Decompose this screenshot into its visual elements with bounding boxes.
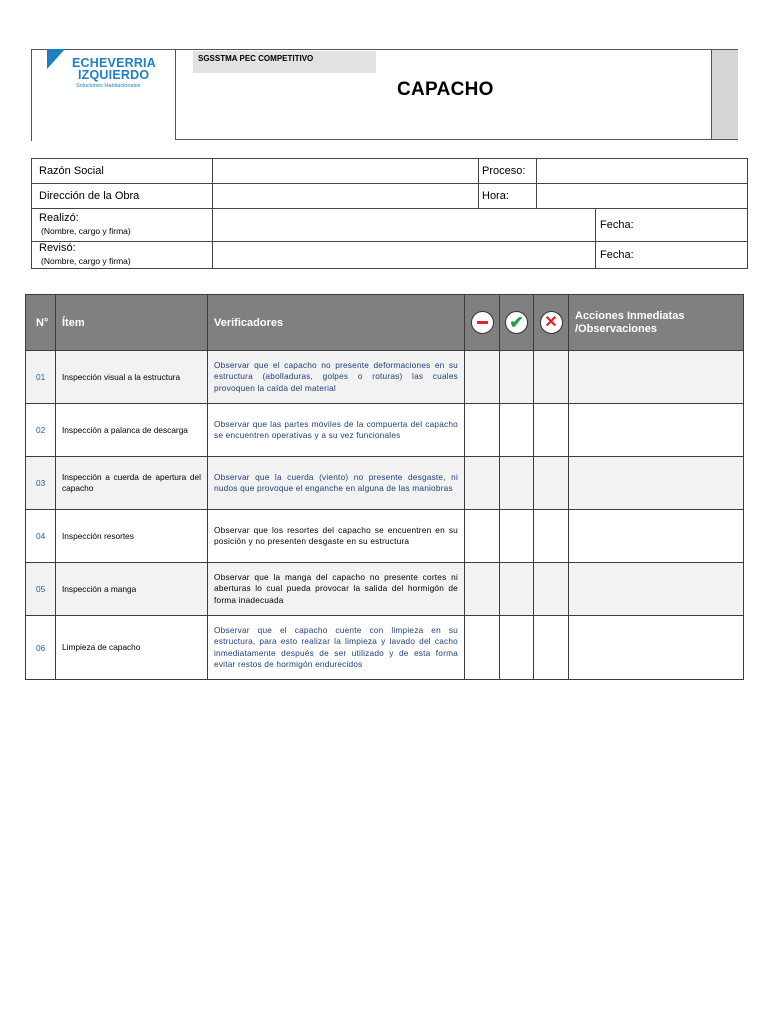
- reviso-label: Revisó:: [39, 242, 76, 254]
- page-title: CAPACHO: [397, 79, 494, 100]
- table-row: [26, 616, 744, 680]
- table-row: [26, 351, 744, 404]
- logo-line1: ECHEVERRIA: [72, 56, 156, 70]
- hora-label: Hora:: [482, 190, 509, 202]
- reviso-sublabel: (Nombre, cargo y firma): [41, 256, 131, 266]
- cell-bad[interactable]: [534, 510, 569, 563]
- cell-ok[interactable]: [500, 510, 534, 563]
- row-number: 01: [26, 351, 56, 404]
- realizo-sublabel: (Nombre, cargo y firma): [41, 226, 131, 236]
- logo-line2: IZQUIERDO: [78, 68, 150, 82]
- cell-ok[interactable]: [500, 404, 534, 457]
- cell-na[interactable]: [465, 563, 500, 616]
- cell-observaciones[interactable]: [569, 510, 744, 563]
- acciones-line1: Acciones Inmediatas: [575, 309, 685, 322]
- col-header-verificadores: Verificadores: [208, 295, 465, 351]
- table-row: [26, 457, 744, 510]
- col-header-bad: [534, 295, 569, 351]
- cell-ok[interactable]: [500, 563, 534, 616]
- row-number: 05: [26, 563, 56, 616]
- fecha-realizo-label: Fecha:: [600, 219, 634, 231]
- direccion-label: Dirección de la Obra: [39, 190, 140, 202]
- check-icon: ✔: [505, 311, 528, 334]
- row-item: Inspección a palanca de descarga: [56, 404, 208, 457]
- cell-observaciones[interactable]: [569, 404, 744, 457]
- minus-icon: [471, 311, 494, 334]
- razon-social-label: Razón Social: [39, 165, 104, 177]
- row-number: 04: [26, 510, 56, 563]
- col-header-no: N°: [26, 295, 56, 351]
- cell-na[interactable]: [465, 616, 500, 680]
- row-verificador: Observar que el capacho cuente con limpieza en su estructura, para esto realizar la limpieza y lavado del cacho inmediatamente después de ser utilizado y de esta forma evitar restos de hormigón endurecidos: [208, 616, 465, 680]
- x-icon: ✕: [540, 311, 563, 334]
- company-logo: [47, 49, 157, 99]
- col-header-item: Ítem: [56, 295, 208, 351]
- cell-na[interactable]: [465, 351, 500, 404]
- cell-bad[interactable]: [534, 351, 569, 404]
- cell-na[interactable]: [465, 457, 500, 510]
- cell-observaciones[interactable]: [569, 563, 744, 616]
- col-header-ok: [500, 295, 534, 351]
- row-number: 06: [26, 616, 56, 680]
- cell-bad[interactable]: [534, 616, 569, 680]
- row-number: 02: [26, 404, 56, 457]
- cell-observaciones[interactable]: [569, 616, 744, 680]
- cell-na[interactable]: [465, 404, 500, 457]
- row-item: Inspección a cuerda de apertura del capacho: [56, 457, 208, 510]
- system-label: SGSSTMA PEC COMPETITIVO: [198, 54, 314, 63]
- cell-ok[interactable]: [500, 616, 534, 680]
- row-verificador: Observar que las partes móviles de la compuerta del capacho se encuentren operativas y a su vez funcionales: [208, 404, 465, 457]
- checklist-table: [25, 294, 744, 680]
- row-item: Limpieza de capacho: [56, 616, 208, 680]
- table-row: [26, 510, 744, 563]
- row-item: Inspección a manga: [56, 563, 208, 616]
- row-item: Inspección visual a la estructura: [56, 351, 208, 404]
- cell-na[interactable]: [465, 510, 500, 563]
- fecha-reviso-label: Fecha:: [600, 249, 634, 261]
- row-verificador: Observar que los resortes del capacho se encuentren en su posición y no presenten desgaste en su estructura: [208, 510, 465, 563]
- cell-bad[interactable]: [534, 404, 569, 457]
- logo-subtitle: Soluciones Habitacionales: [76, 83, 141, 89]
- row-item: Inspección resortes: [56, 510, 208, 563]
- table-row: [26, 404, 744, 457]
- realizo-label: Realizó:: [39, 212, 79, 224]
- col-header-acciones: [569, 295, 744, 351]
- row-verificador: Observar que el capacho no presente deformaciones en su estructura (abolladuras, golpes o roturas) las cuales provoquen la caída del material: [208, 351, 465, 404]
- cell-ok[interactable]: [500, 351, 534, 404]
- info-table: [31, 158, 748, 269]
- acciones-line2: /Observaciones: [575, 322, 657, 335]
- cell-bad[interactable]: [534, 563, 569, 616]
- checklist-header-row: [26, 295, 744, 351]
- logo-triangle-icon: [47, 49, 65, 69]
- table-row: [26, 563, 744, 616]
- cell-ok[interactable]: [500, 457, 534, 510]
- proceso-label: Proceso:: [482, 165, 526, 177]
- cell-observaciones[interactable]: [569, 351, 744, 404]
- row-verificador: Observar que la cuerda (viento) no presente desgaste, ni nudos que provoque el enganche en alguna de las maniobras: [208, 457, 465, 510]
- col-header-na: [465, 295, 500, 351]
- cell-observaciones[interactable]: [569, 457, 744, 510]
- cell-bad[interactable]: [534, 457, 569, 510]
- row-number: 03: [26, 457, 56, 510]
- row-verificador: Observar que la manga del capacho no presente cortes ni aberturas lo cual pueda provocar la salida del hormigón de forma inadecuada: [208, 563, 465, 616]
- header-gray-column: [711, 50, 738, 139]
